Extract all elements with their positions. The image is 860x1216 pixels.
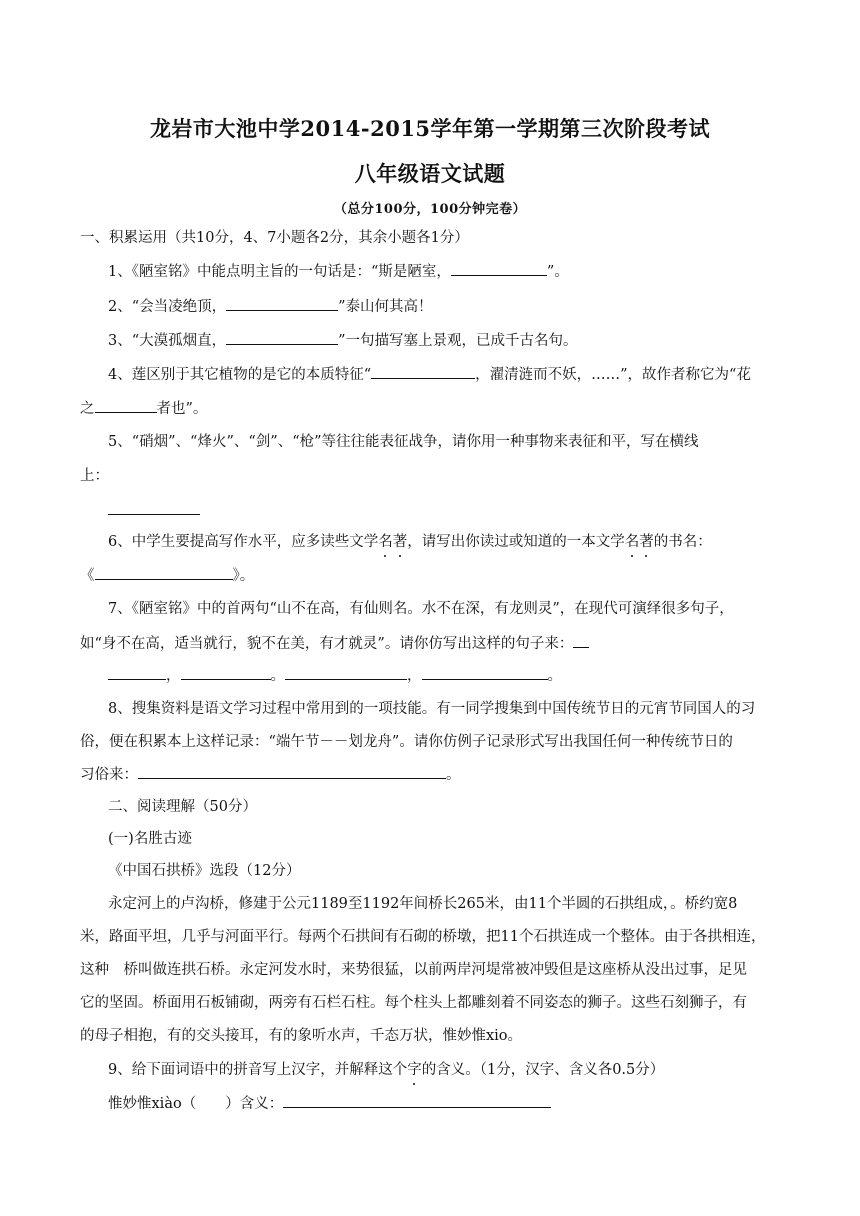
question-9-answer bbox=[108, 1093, 551, 1114]
q4-answer-blank-2[interactable] bbox=[95, 398, 157, 413]
q7-text: 如“身不在高，适当就行，貌不在美，有才就灵”。请你仿写出这样的句子来： bbox=[80, 636, 574, 652]
q4-text-end: 者也”。 bbox=[156, 401, 208, 417]
question-2 bbox=[108, 296, 433, 317]
q6-book-open: 《 bbox=[80, 568, 95, 584]
question-5-line1: 5、“硝烟”、“烽火”、“剑”、“枪”等往往能表征战争，请你用一种事物来表征和平，写在横线 bbox=[108, 434, 699, 450]
passage-line: 的母子相抱，有的交头接耳，有的象听水声，千态万状，惟妙惟xio。 bbox=[80, 1028, 523, 1044]
passage-title: 《中国石拱桥》选段（12分） bbox=[108, 863, 301, 879]
q5-answer-blank[interactable] bbox=[108, 500, 200, 515]
q4-text-2: 之 bbox=[80, 401, 95, 417]
q2-answer-blank[interactable] bbox=[226, 296, 338, 311]
q2-text-end: ”泰山何其高！ bbox=[338, 299, 433, 315]
question-7-line3 bbox=[108, 665, 562, 686]
q6-text-a: 6、中学生要提高写作水平，应多读些文学 bbox=[108, 534, 379, 550]
question-8-line2: 俗，便在积累本上这样记录：“端午节－－划龙舟”。请你仿例子记录形式写出我国任何一种传统节日的 bbox=[80, 734, 733, 750]
section1-heading: 一、积累运用（共10分，4、7小题各2分，其余小题各1分） bbox=[80, 230, 469, 246]
question-7-line2 bbox=[80, 633, 589, 654]
q9-answer-label: 惟妙惟xiào（ ）含义： bbox=[108, 1096, 284, 1112]
question-7-line1: 7、《陋室铭》中的首两句“山不在高，有仙则名。水不在深，有龙则灵”，在现代可演绎很多句子， bbox=[108, 601, 734, 617]
q4-answer-blank-1[interactable] bbox=[371, 364, 475, 379]
exam-title: 龙岩市大池中学2014-2015学年第一学期第三次阶段考试 bbox=[149, 116, 711, 141]
q7-answer-blank-4[interactable] bbox=[422, 665, 548, 680]
passage-line: 这种 桥叫做连拱石桥。永定河发水时，来势很猛，以前两岸河堤常被冲毁但是这座桥从没出过事，足见 bbox=[80, 962, 747, 978]
q7-sep-2: 。 bbox=[270, 668, 285, 684]
question-6-line1 bbox=[108, 532, 712, 552]
q6-emphasis-3: 名 bbox=[624, 534, 640, 550]
passage-line: 米，路面平坦，几乎与河面平行。每两个石拱间有石砌的桥墩，把11个石拱连成一个整体。由于各拱相连， bbox=[80, 929, 766, 945]
section2-subheading: (一)名胜古迹 bbox=[108, 831, 192, 847]
question-8-line3 bbox=[80, 764, 461, 785]
q6-text-d: ，请写出你读过或知道的一本文学 bbox=[407, 534, 625, 550]
q8-answer-blank[interactable] bbox=[138, 764, 446, 779]
q7-answer-blank-3[interactable] bbox=[285, 665, 407, 680]
q9-text-a: 9、给下面词语中的拼音写上汉字，并解释这个 bbox=[108, 1062, 408, 1078]
q6-emphasis-1: 名 bbox=[378, 534, 393, 550]
question-9 bbox=[108, 1060, 664, 1080]
q1-answer-blank[interactable] bbox=[451, 261, 547, 276]
q7-answer-blank-0[interactable] bbox=[573, 633, 589, 648]
question-8-line1: 8、搜集资料是语文学习过程中常用到的一项技能。有一同学搜集到中国传统节日的元宵节同国人的习 bbox=[108, 701, 756, 717]
q2-text: 2、“会当凌绝顶， bbox=[108, 299, 227, 315]
q7-sep-3: ， bbox=[407, 668, 422, 684]
q1-text-end: ”。 bbox=[546, 264, 569, 280]
q7-sep-1: ， bbox=[166, 668, 181, 684]
q6-answer-blank[interactable] bbox=[95, 565, 233, 580]
question-1 bbox=[108, 261, 569, 282]
question-4-line2 bbox=[80, 398, 207, 419]
question-6-line2 bbox=[80, 565, 254, 586]
question-5-line2: 上： bbox=[80, 468, 109, 484]
passage-line: 永定河上的卢沟桥，修建于公元1189至1192年间桥长265米，由11个半圆的石拱组成，。桥约宽8 bbox=[108, 896, 738, 912]
q9-emphasis: 字 bbox=[407, 1062, 422, 1078]
q6-text-g: 的书名： bbox=[653, 534, 712, 550]
question-5-answer bbox=[108, 500, 200, 521]
q7-end: 。 bbox=[547, 668, 562, 684]
q4-text-mid: ，濯清涟而不妖，……”，故作者称它为“花 bbox=[475, 367, 751, 383]
q4-text: 4、莲区别于其它植物的是它的本质特征“ bbox=[108, 367, 372, 383]
q7-answer-blank-2[interactable] bbox=[181, 665, 271, 680]
q1-text: 1、《陋室铭》中能点明主旨的一句话是：“斯是陋室， bbox=[108, 264, 451, 280]
q3-text: 3、“大漠孤烟直， bbox=[108, 333, 227, 349]
exam-score-note: （总分100分，100分钟完卷） bbox=[333, 202, 527, 217]
question-3 bbox=[108, 330, 578, 351]
q8-text: 习俗来： bbox=[80, 767, 138, 783]
passage-line: 它的坚固。桥面用石板铺砌，两旁有石栏石柱。每个柱头上都雕刻着不同姿态的狮子。这些石刻狮子，有 bbox=[80, 995, 747, 1011]
q8-end: 。 bbox=[446, 767, 461, 783]
q9-answer-blank[interactable] bbox=[283, 1093, 551, 1108]
question-4-line1 bbox=[108, 364, 751, 385]
q9-text-c: 的含义。（1分，汉字、含义各0.5分） bbox=[421, 1062, 665, 1078]
q3-answer-blank[interactable] bbox=[226, 330, 338, 345]
q6-book-close: 》。 bbox=[232, 568, 255, 584]
exam-subject-title: 八年级语文试题 bbox=[354, 161, 506, 186]
q7-answer-blank-1[interactable] bbox=[108, 665, 166, 680]
q3-text-end: ”一句描写塞上景观，已成千古名句。 bbox=[338, 333, 578, 349]
q6-emphasis-4: 著 bbox=[639, 534, 654, 550]
section2-heading: 二、阅读理解（50分） bbox=[108, 799, 257, 815]
q6-emphasis-2: 著 bbox=[392, 534, 408, 550]
